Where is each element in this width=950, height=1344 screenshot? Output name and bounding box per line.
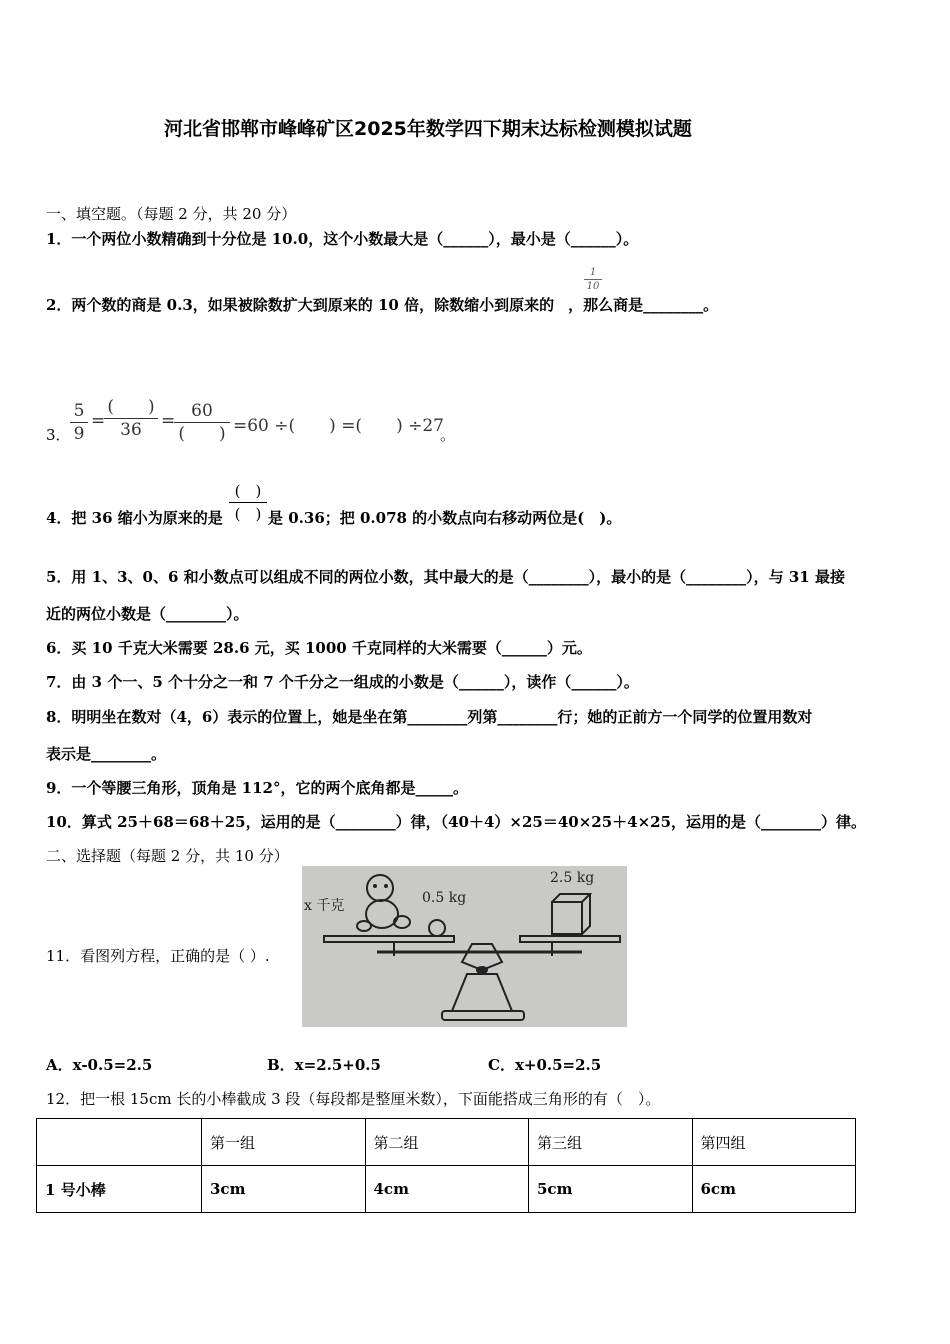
option-a[interactable]: A．x-0.5=2.5 <box>46 1056 153 1074</box>
question-4-text-a: 4．把 36 缩小为原来的是 <box>46 509 223 527</box>
fraction-denominator: 10 <box>586 281 600 292</box>
fraction-denominator: 36 <box>120 420 142 440</box>
table-cell: 5cm <box>529 1166 693 1213</box>
fraction-denominator: 9 <box>73 424 85 444</box>
question-6: 6．买 10 千克大米需要 28.6 元，买 1000 千克同样的大米需要（______）元。 <box>46 639 592 657</box>
scale-ball-label: 0.5 kg <box>422 890 467 906</box>
scale-right-label: 2.5 kg <box>550 870 595 886</box>
scale-left-label: x 千克 <box>304 898 345 914</box>
sticks-table <box>36 1118 856 1213</box>
question-3-tail: =60 ÷( ) =( ) ÷27 <box>233 416 444 436</box>
fraction-numerator: ( ) <box>107 397 155 417</box>
question-7: 7．由 3 个一、5 个十分之一和 7 个千分之一组成的小数是（______），读作（______）。 <box>46 673 639 691</box>
fraction-denominator: ( ) <box>234 505 262 523</box>
question-8-line-2: 表示是________。 <box>46 745 167 763</box>
fraction-denominator: ( ) <box>178 424 226 444</box>
table-header-cell: 第一组 <box>202 1119 366 1166</box>
fraction-numerator: ( ) <box>234 482 262 500</box>
page-title: 河北省邯郸市峰峰矿区2025年数学四下期末达标检测模拟试题 <box>164 118 692 140</box>
option-c[interactable]: C．x+0.5=2.5 <box>488 1056 602 1074</box>
question-11: 11．看图列方程，正确的是（ ）. <box>46 947 270 965</box>
question-3-end: 。 <box>440 426 456 444</box>
question-4-fraction <box>229 480 267 525</box>
balance-scale-image <box>302 866 627 1027</box>
question-1: 1．一个两位小数精确到十分位是 10.0，这个小数最大是（______），最小是（______）。 <box>46 230 639 248</box>
table-header-cell: 第四组 <box>692 1119 856 1166</box>
table-cell: 4cm <box>365 1166 529 1213</box>
table-cell: 1 号小棒 <box>37 1166 202 1213</box>
question-9: 9．一个等腰三角形，顶角是 112°，它的两个底角都是_____。 <box>46 779 468 797</box>
question-2-text-b: ，那么商是________。 <box>568 296 719 314</box>
question-2 <box>46 294 718 315</box>
table-cell: 3cm <box>202 1166 366 1213</box>
equals-sign: = <box>161 411 176 431</box>
question-8-line-1: 8．明明坐在数对（4，6）表示的位置上，她是坐在第________列第________行；她的正前方一个同学的位置用数对 <box>46 708 813 726</box>
question-5-line-1: 5．用 1、3、0、6 和小数点可以组成不同的两位小数，其中最大的是（________），最小的是（________），与 31 最接 <box>46 568 845 586</box>
section-1-heading: 一、填空题。（每题 2 分，共 20 分） <box>46 205 297 223</box>
table-header-cell: 第二组 <box>365 1119 529 1166</box>
q3-fraction-2 <box>104 396 158 441</box>
table-header-cell <box>37 1119 202 1166</box>
fraction-numerator: 1 <box>589 267 597 278</box>
question-5-line-2: 近的两位小数是（________）。 <box>46 605 249 623</box>
table-row <box>37 1166 856 1213</box>
question-12: 12．把一根 15cm 长的小棒截成 3 段（每段都是整厘米数），下面能搭成三角形的有（ ）。 <box>46 1090 661 1108</box>
option-b[interactable]: B．x=2.5+0.5 <box>267 1056 381 1074</box>
question-4-text-b: 是 0.36；把 0.078 的小数点向右移动两位是( )。 <box>268 509 622 527</box>
q3-fraction-3 <box>174 400 230 445</box>
fraction-numerator: 5 <box>73 401 85 421</box>
table-cell: 6cm <box>692 1166 856 1213</box>
question-10: 10．算式 25＋68＝68＋25，运用的是（________）律，（40＋4）×25＝40×25＋4×25，运用的是（________）律。 <box>46 813 867 831</box>
table-header-row <box>37 1119 856 1166</box>
q3-fraction-1 <box>70 400 88 445</box>
fraction-numerator: 60 <box>191 401 213 421</box>
question-2-fraction <box>584 266 602 293</box>
question-3-number: 3． <box>46 426 71 444</box>
equals-sign: = <box>91 411 106 431</box>
section-2-heading: 二、选择题（每题 2 分，共 10 分） <box>46 847 289 865</box>
question-2-text-a: 2．两个数的商是 0.3，如果被除数扩大到原来的 10 倍，除数缩小到原来的 <box>46 296 555 314</box>
table-header-cell: 第三组 <box>529 1119 693 1166</box>
